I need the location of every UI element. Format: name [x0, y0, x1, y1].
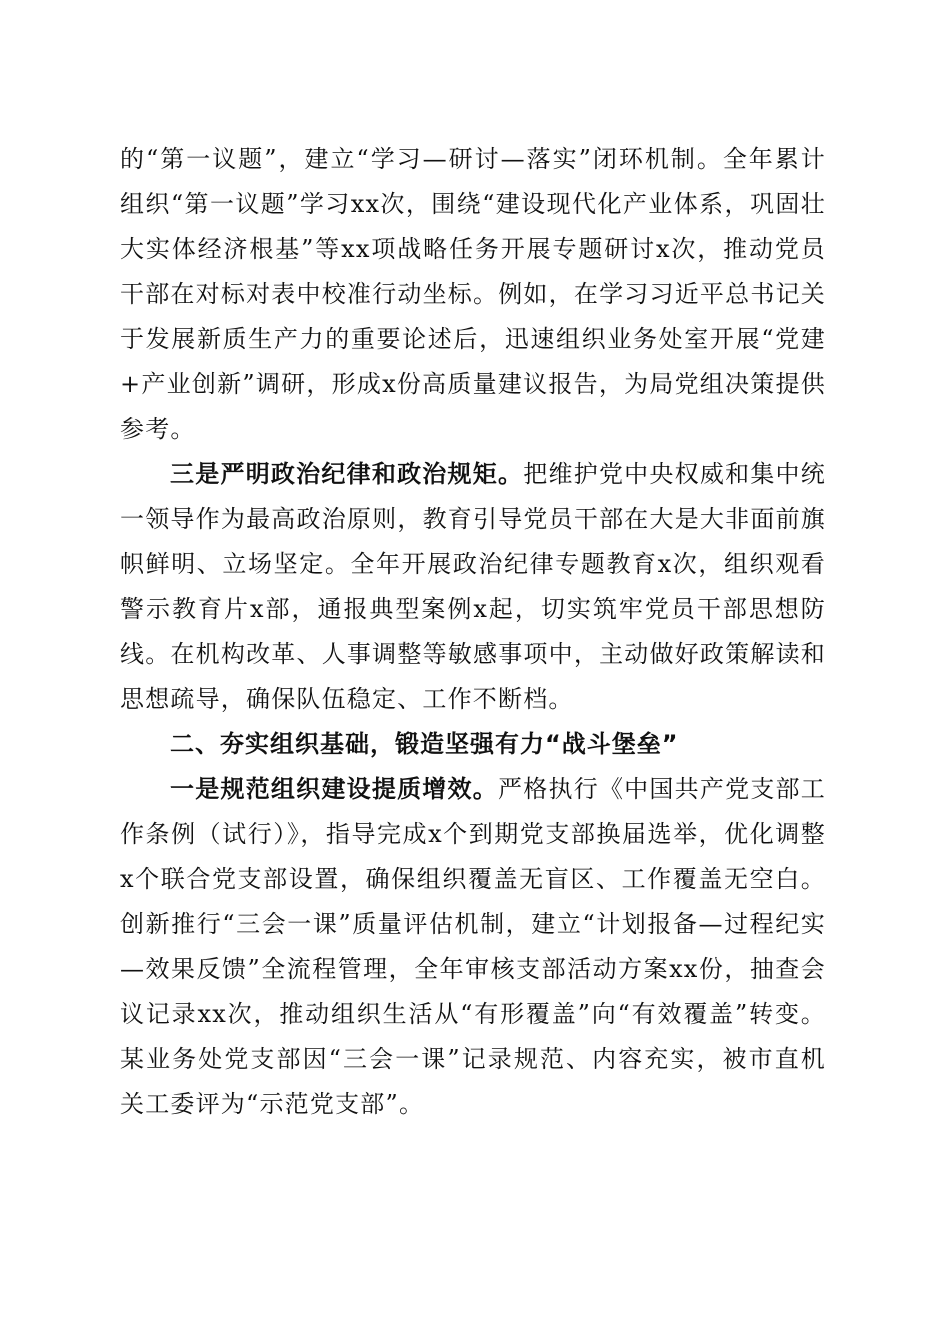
paragraph-text: 的“第一议题”，建立“学习—研讨—落实”闭环机制。全年累计组织“第一议题”学习xx次，围绕“建设现代化产业体系，巩固壮大实体经济根基”等xx项战略任务开展专题研讨x次，推动党员干部在对标对表中校准行动坐标。例如，在学习习近平总书记关于发展新质生产力的重要论述后，迅速组织业务处室开展“党建+产业创新”调研，形成x份高质量建议报告，为局党组决策提供参考。 — [120, 145, 826, 443]
paragraph-organization-building — [120, 767, 826, 1127]
paragraph-text: 把维护党中央权威和集中统一领导作为最高政治原则，教育引导党员干部在大是大非面前旗帜鲜明、立场坚定。全年开展政治纪律专题教育x次，组织观看警示教育片x部，通报典型案例x起，切实筑牢党员干部思想防线。在机构改革、人事调整等敏感事项中，主动做好政策解读和思想疏导，确保队伍稳定、工作不断档。 — [120, 460, 826, 713]
paragraph-text: 严格执行《中国共产党支部工作条例（试行）》，指导完成x个到期党支部换届选举，优化调整x个联合党支部设置，确保组织覆盖无盲区、工作覆盖无空白。创新推行“三会一课”质量评估机制，建立“计划报备—过程纪实—效果反馈”全流程管理，全年审核支部活动方案xx份，抽查会议记录xx次，推动组织生活从“有形覆盖”向“有效覆盖”转变。某业务处党支部因“三会一课”记录规范、内容充实，被市直机关工委评为“示范党支部”。 — [120, 775, 826, 1118]
paragraph-lead: 一是规范组织建设提质增效。 — [170, 775, 499, 803]
document-body — [120, 137, 826, 1127]
paragraph-continued — [120, 137, 826, 452]
section-heading: 二、夯实组织基础，锻造坚强有力“战斗堡垒” — [170, 730, 679, 758]
paragraph-political-discipline — [120, 452, 826, 722]
paragraph-lead: 三是严明政治纪律和政治规矩。 — [170, 460, 524, 488]
